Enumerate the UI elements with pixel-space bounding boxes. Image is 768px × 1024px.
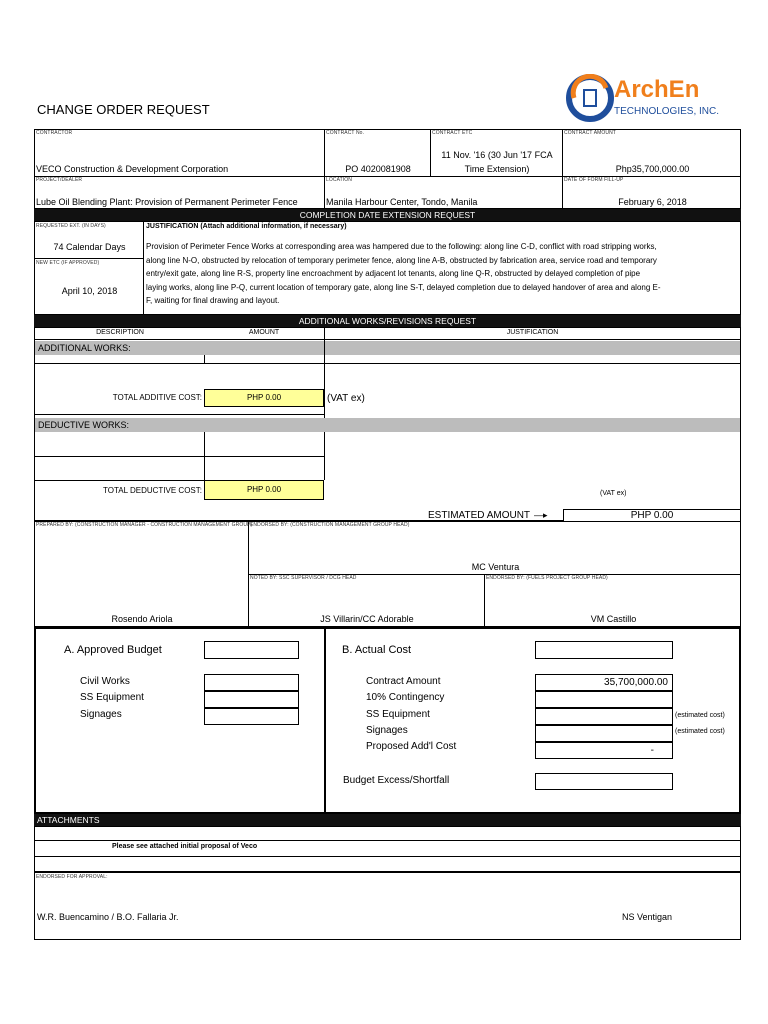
approval-left-name: W.R. Buencamino / B.O. Fallaria Jr.	[37, 912, 179, 922]
budget-excess-input[interactable]	[535, 773, 673, 790]
vat-deductive: (VAT ex)	[600, 490, 627, 497]
additional-works-bar: ADDITIONAL WORKS/REVISIONS REQUEST	[34, 315, 741, 327]
civil-works-label: Civil Works	[80, 676, 130, 687]
approved-budget-title: A. Approved Budget	[64, 644, 162, 656]
ss-equipment-input[interactable]	[204, 691, 299, 708]
justification-label: JUSTIFICATION (Attach additional information, if necessary)	[146, 223, 347, 230]
signages-note: (estimated cost)	[675, 728, 725, 735]
budget-excess-label: Budget Excess/Shortfall	[343, 775, 450, 786]
contract-amount-input[interactable]: 35,700,000.00	[535, 674, 673, 691]
civil-works-input[interactable]	[204, 674, 299, 691]
date-value: February 6, 2018	[618, 197, 687, 207]
justification-line: entry/exit gate, along line R-S, property line encroachment by adjacent lot tenants, along line Q-R, obstructed by delayed completion of pipe	[146, 269, 641, 278]
logo-name: ArchEn	[614, 76, 700, 103]
contract-amount-label-b: Contract Amount	[366, 676, 441, 687]
contractor-label: CONTRACTOR	[36, 130, 73, 136]
vat-additive: (VAT ex)	[327, 393, 365, 404]
endorsed-label: ENDORSED BY: (CONSTRUCTION MANAGEMENT GROUP HEAD)	[250, 522, 410, 528]
requested-ext-value: 74 Calendar Days	[53, 242, 126, 252]
location-value: Manila Harbour Center, Tondo, Manila	[326, 197, 478, 207]
col-justification: JUSTIFICATION	[506, 329, 559, 336]
approval-block	[34, 872, 741, 940]
total-deductive-label: TOTAL DEDUCTIVE COST:	[103, 486, 202, 495]
contingency-input[interactable]	[535, 691, 673, 708]
page-title: CHANGE ORDER REQUEST	[37, 102, 210, 117]
justification-line: Provision of Perimeter Fence Works at corresponding area was hampered due to the following: along line C-D, conflict with road stripping works,	[146, 242, 657, 251]
contract-etc-line1: 11 Nov. '16 (30 Jun '17 FCA	[441, 150, 553, 160]
deductive-works-header: DEDUCTIVE WORKS:	[35, 418, 740, 432]
approval-right-name: NS Ventigan	[622, 912, 673, 922]
location-label: LOCATION	[326, 177, 352, 183]
logo-icon	[566, 74, 614, 122]
proposed-cost-input[interactable]: -	[535, 742, 673, 759]
additional-works-header: ADDITIONAL WORKS:	[35, 341, 740, 355]
project-value: Lube Oil Blending Plant: Provision of Permanent Perimeter Fence	[36, 197, 298, 207]
estimated-amount-value: PHP 0.00	[563, 509, 741, 522]
contractor-value: VECO Construction & Development Corporation	[36, 164, 229, 174]
contract-no-value: PO 4020081908	[345, 164, 411, 174]
estimated-arrow-icon: —▸	[534, 510, 548, 520]
total-deductive-value: PHP 0.00	[204, 480, 324, 500]
contract-no-label: CONTRACT No.	[326, 130, 365, 136]
ss-equipment-b-input[interactable]	[535, 708, 673, 725]
proposed-cost-label: Proposed Add'l Cost	[366, 741, 457, 752]
signages-input[interactable]	[204, 708, 299, 725]
signages-b-input[interactable]	[535, 725, 673, 742]
date-label: DATE OF FORM FILL-UP	[564, 177, 624, 183]
logo-subtitle: TECHNOLOGIES, INC.	[614, 106, 720, 117]
new-etc-value: April 10, 2018	[61, 286, 118, 296]
contract-amount-label: CONTRACT AMOUNT	[564, 130, 616, 136]
contract-etc-line2: Time Extension)	[464, 164, 530, 174]
actual-cost-input[interactable]	[535, 641, 673, 659]
ss-equipment-b-label: SS Equipment	[366, 709, 430, 720]
attachments-bar: ATTACHMENTS	[34, 814, 741, 826]
requested-ext-label: REQUESTED EXT. (IN DAYS)	[36, 223, 106, 229]
col-description: DESCRIPTION	[96, 329, 144, 336]
justification-line: F, waiting for final drawing and layout.	[146, 296, 280, 305]
company-logo	[566, 74, 726, 126]
endorsed-name: MC Ventura	[471, 562, 520, 572]
justification-line: along line N-O, obstructed by relocation of temporary perimeter fence, along line A-B, obstructed by fabrication area, service road and temporary	[146, 255, 657, 265]
total-additive-label: TOTAL ADDITIVE COST:	[112, 393, 202, 402]
signages-b-label: Signages	[366, 725, 408, 736]
noted-label: NOTED BY: SSC SUPERVISOR / DCG HEAD	[250, 575, 357, 581]
project-label: PROJECT/DEALER	[36, 177, 83, 183]
total-additive-value: PHP 0.00	[204, 389, 324, 407]
noted-name: JS Villarin/CC Adorable	[320, 614, 414, 624]
prepared-label: PREPARED BY: (CONSTRUCTION MANAGER - CONSTRUCTION MANAGEMENT GROUP)	[36, 522, 253, 528]
justification-text	[146, 240, 740, 308]
contract-etc-label: CONTRACT ETC	[432, 130, 473, 136]
estimated-amount-label: ESTIMATED AMOUNT	[428, 510, 531, 521]
extension-bar: COMPLETION DATE EXTENSION REQUEST	[34, 209, 741, 221]
attachments-note: Please see attached initial proposal of Veco	[112, 843, 258, 850]
endorsed2-label: ENDORSED BY: (FUELS PROJECT GROUP HEAD)	[486, 575, 608, 581]
contingency-label: 10% Contingency	[366, 692, 445, 703]
actual-cost-title: B. Actual Cost	[342, 644, 412, 656]
endorsed2-name: VM Castillo	[590, 614, 637, 624]
justification-line: laying works, along line P-Q, current location of temporary gate, along line S-T, delayed completion due to delayed handover of area and along E-	[146, 282, 661, 292]
col-amount: AMOUNT	[248, 329, 280, 336]
approval-label: ENDORSED FOR APPROVAL:	[36, 874, 108, 880]
prepared-name: Rosendo Ariola	[111, 614, 173, 624]
signages-label: Signages	[80, 709, 122, 720]
approved-budget-input[interactable]	[204, 641, 299, 659]
contract-amount-value: Php35,700,000.00	[615, 164, 690, 174]
ss-equipment-note: (estimated cost)	[675, 712, 725, 719]
ss-equipment-label: SS Equipment	[80, 692, 144, 703]
new-etc-label: NEW ETC (IF APPROVED)	[36, 260, 100, 266]
